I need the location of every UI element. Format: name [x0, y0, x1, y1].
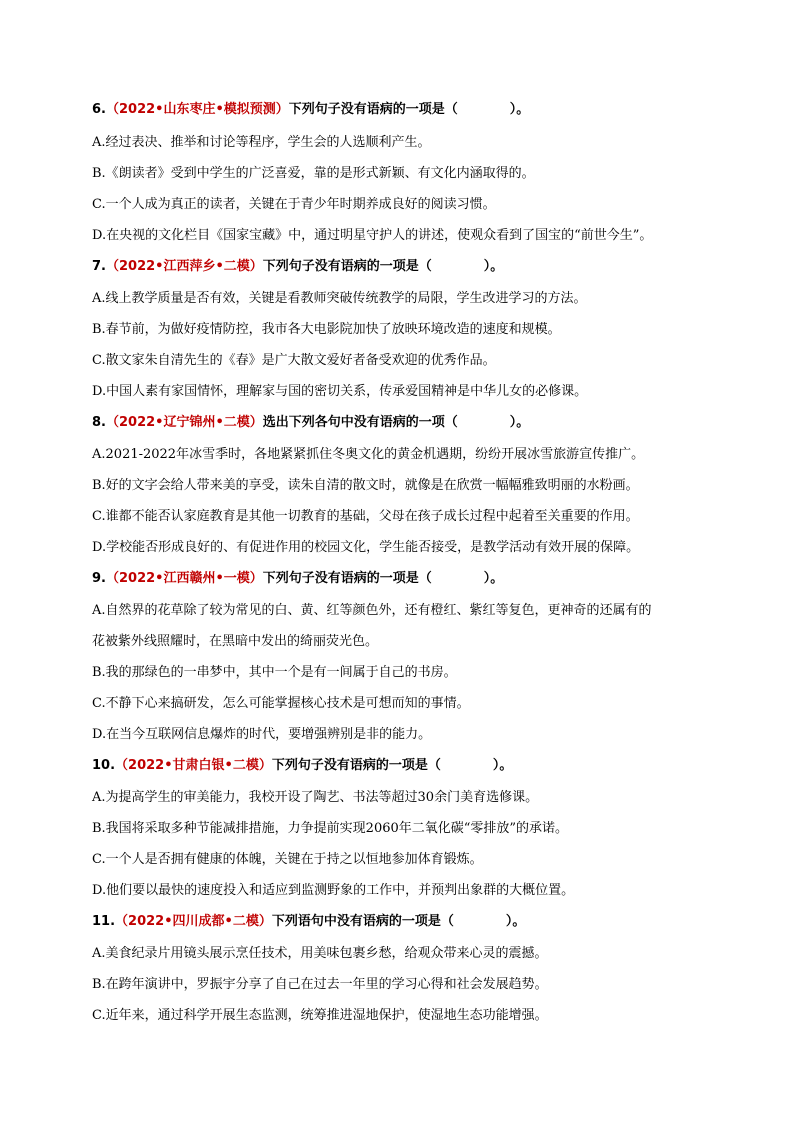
option-d: D.学校能否形成良好的、有促进作用的校园文化，学生能否接受，是教学活动有效开展的保障。	[92, 540, 640, 555]
question-number: 11.	[92, 914, 116, 929]
question-stem: 下列语句中没有语病的一项是（ ）。	[271, 914, 526, 929]
option-a: A.经过表决、推举和讨论等程序，学生会的人选顺利产生。	[92, 135, 431, 150]
option-c: C.近年来，通过科学开展生态监测，统筹推进湿地保护，使湿地生态功能增强。	[92, 1008, 548, 1023]
question-source: （2022•辽宁锦州•二模）	[105, 415, 263, 430]
question-stem: 下列句子没有语病的一项是（ ）。	[262, 259, 504, 274]
option-d: D.在当今互联网信息爆炸的时代，要增强辨别是非的能力。	[92, 727, 432, 742]
option-d: D.在央视的文化栏目《国家宝藏》中，通过明星守护人的讲述，使观众看到了国宝的“前世今生”。	[92, 228, 653, 243]
option-d: D.他们要以最快的速度投入和适应到监测野象的工作中，并预判出象群的大概位置。	[92, 883, 575, 898]
question-number: 6.	[92, 102, 106, 117]
question-source: （2022•山东枣庄•模拟预测）	[105, 102, 289, 117]
option-c: C.一个人是否拥有健康的体魄，关键在于持之以恒地参加体育锻炼。	[92, 852, 483, 867]
option-c: C.谁都不能否认家庭教育是其他一切教育的基础，父母在孩子成长过程中起着至关重要的作用。	[92, 509, 639, 524]
question-number: 9.	[92, 571, 106, 586]
question-stem: 下列句子没有语病的一项是（ ）。	[288, 102, 530, 117]
question-number: 7.	[92, 259, 106, 274]
option-b: B.我国将采取多种节能减排措施，力争提前实现2060年二氧化碳“零排放”的承诺。	[92, 821, 569, 836]
question-10	[92, 756, 714, 776]
option-a: A.为提高学生的审美能力，我校开设了陶艺、书法等超过30余门美育选修课。	[92, 790, 539, 805]
option-c: C.不静下心来搞研发，怎么可能掌握核心技术是可想而知的事情。	[92, 696, 470, 711]
question-stem: 下列句子没有语病的一项是（ ）。	[271, 758, 513, 773]
question-11	[92, 912, 714, 932]
option-b: B.好的文字会给人带来美的享受，读朱自清的散文时，就像是在欣赏一幅幅雅致明丽的水粉画。	[92, 478, 639, 493]
option-d: D.中国人素有家国情怀，理解家与国的密切关系，传承爱国精神是中华儿女的必修课。	[92, 384, 588, 399]
option-b: B.《朗读者》受到中学生的广泛喜爱，靠的是形式新颖、有文化内涵取得的。	[92, 166, 535, 181]
option-c: C.散文家朱自清先生的《春》是广大散文爱好者备受欢迎的优秀作品。	[92, 353, 496, 368]
question-number: 8.	[92, 415, 106, 430]
question-number: 10.	[92, 758, 116, 773]
question-9	[92, 569, 714, 589]
question-source: （2022•甘肃白银•二模）	[115, 758, 272, 773]
option-b: B.我的那绿色的一串梦中，其中一个是有一间属于自己的书房。	[92, 665, 457, 680]
option-a: A.2021-2022年冰雪季时，各地紧紧抓住冬奥文化的黄金机遇期，纷纷开展冰雪旅游宣传推广。	[92, 447, 645, 462]
question-6	[92, 100, 714, 120]
question-source: （2022•江西萍乡•二模）	[105, 259, 263, 274]
question-8	[92, 413, 714, 433]
question-7	[92, 257, 714, 277]
question-stem: 选出下列各句中没有语病的一项（ ）。	[262, 415, 530, 430]
option-b: B.在跨年演讲中，罗振宇分享了自己在过去一年里的学习心得和社会发展趋势。	[92, 977, 548, 992]
option-a: A.自然界的花草除了较为常见的白、黄、红等颜色外，还有橙红、紫红等复色，更神奇的还属有的	[92, 603, 652, 618]
question-stem: 下列句子没有语病的一项是（ ）。	[262, 571, 504, 586]
option-a-continued: 花被紫外线照耀时，在黑暗中发出的绮丽荧光色。	[92, 634, 379, 649]
option-c: C.一个人成为真正的读者，关键在于青少年时期养成良好的阅读习惯。	[92, 197, 496, 212]
option-a: A.美食纪录片用镜头展示烹任技术，用美味包裹乡愁，给观众带来心灵的震撼。	[92, 946, 548, 961]
option-a: A.线上教学质量是否有效，关键是看教师突破传统教学的局限，学生改进学习的方法。	[92, 291, 587, 306]
option-b: B.春节前，为做好疫情防控，我市各大电影院加快了放映环境改造的速度和规模。	[92, 322, 561, 337]
question-source: （2022•四川成都•二模）	[115, 914, 272, 929]
question-source: （2022•江西赣州•一模）	[105, 571, 263, 586]
